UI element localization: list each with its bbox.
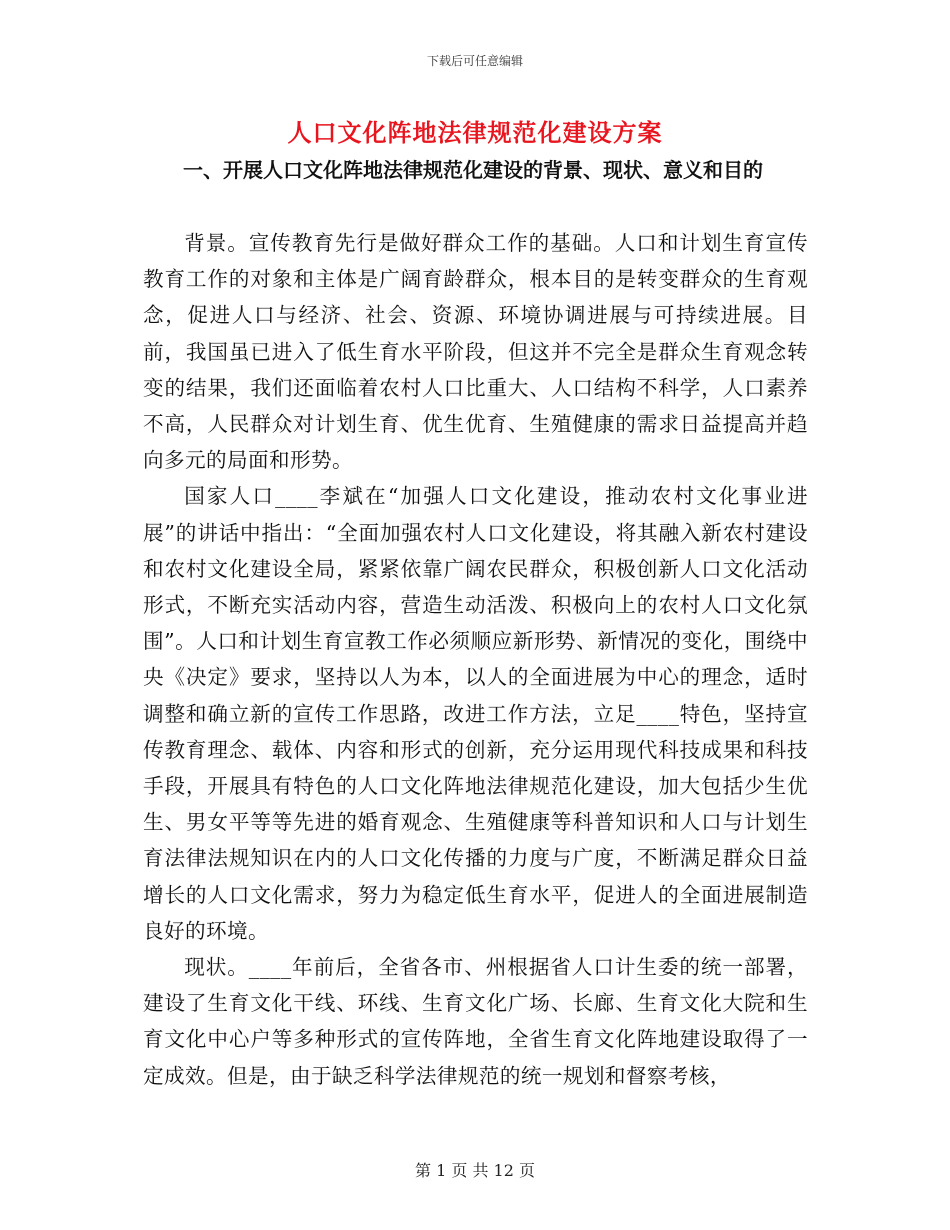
paragraph-speech-quote: 国家人口____李斌在“加强人口文化建设，推动农村文化事业进展”的讲话中指出：“全面加强农村人口文化建设，将其融入新农村建设和农村文化建设全局，紧紧依靠广阔农民群众，积极创新人口文化活动形式，不断充实活动内容，营造生动活泼、积极向上的农村人口文化氛围”。人口和计划生育宣教工作必须顺应新形势、新情况的变化，围绕中央《决定》要求，坚持以人为本，以人的全面进展为中心的理念，适时调整和确立新的宣传工作思路，改进工作方法，立足____特色，坚持宣传教育理念、载体、内容和形式的创新，充分运用现代科技成果和科技手段，开展具有特色的人口文化阵地法律规范化建设，加大包括少生优生、男女平等等先进的婚育观念、生殖健康等科普知识和人口与计划生育法律法规知识在内的人口文化传播的力度与广度，不断满足群众日益增长的人口文化需求，努力为稳定低生育水平，促进人的全面进展制造良好的环境。 [143,484,808,943]
page-number-footer: 第 1 页 共 12 页 [415,1161,535,1180]
paragraph-background: 背景。宣传教育先行是做好群众工作的基础。人口和计划生育宣传教育工作的对象和主体是广阔育龄群众，根本目的是转变群众的生育观念，促进人口与经济、社会、资源、环境协调进展与可持续进展。目前，我国虽已进入了低生育水平阶段，但这并不完全是群众生育观念转变的结果，我们还面临着农村人口比重大、人口结构不科学，人口素养不高，人民群众对计划生育、优生优育、生殖健康的需求日益提高并趋向多元的局面和形势。 [143,231,808,473]
document-body [143,225,808,1094]
paragraph-current-status: 现状。____年前后，全省各市、州根据省人口计生委的统一部署，建设了生育文化干线、环线、生育文化广场、长廊、生育文化大院和生育文化中心户等多种形式的宣传阵地，全省生育文化阵地建设取得了一定成效。但是，由于缺乏科学法律规范的统一规划和督察考核， [143,955,808,1088]
document-title: 人口文化阵地法律规范化建设方案 [287,119,663,147]
section-heading: 一、开展人口文化阵地法律规范化建设的背景、现状、意义和目的 [183,158,763,182]
page-header-note: 下载后可任意编辑 [426,54,523,68]
